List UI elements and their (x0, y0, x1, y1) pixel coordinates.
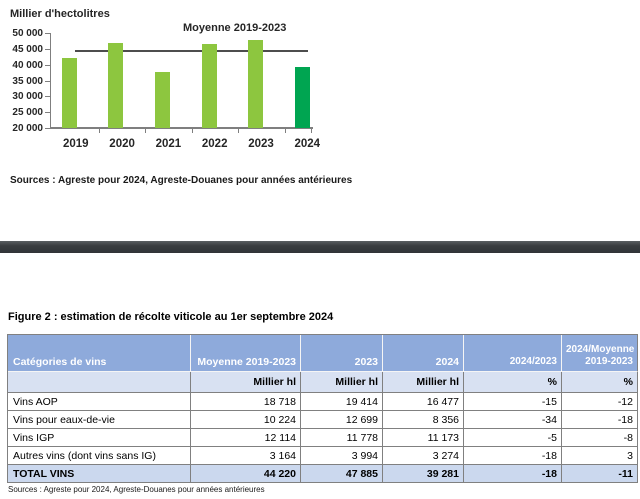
x-axis-label-2021: 2021 (155, 138, 182, 150)
x-axis-label-2023: 2023 (248, 138, 274, 150)
y-axis-tick (45, 49, 50, 50)
unit-cell: % (562, 372, 638, 393)
section-divider (0, 241, 640, 253)
total-value: -18 (464, 465, 562, 483)
cell-value: -34 (464, 411, 562, 429)
row-label: Vins pour eaux-de-vie (8, 411, 191, 429)
cell-value: 3 994 (301, 447, 383, 465)
row-label: Vins IGP (8, 429, 191, 447)
y-axis-tick (45, 81, 50, 82)
table-row-total (8, 465, 638, 483)
y-axis-title: Millier d'hectolitres (10, 8, 110, 20)
y-axis-tick-label: 25 000 (12, 107, 43, 119)
total-value: -11 (562, 465, 638, 483)
cell-value: -18 (464, 447, 562, 465)
cell-value: -12 (562, 393, 638, 411)
cell-value: 10 224 (191, 411, 301, 429)
x-axis-tick (99, 129, 100, 133)
cell-value: 3 274 (383, 447, 464, 465)
column-header-categories: Catégories de vins (8, 335, 191, 372)
table-header-row (8, 335, 638, 372)
table-row-autres-vins (8, 447, 638, 465)
bar-2022 (202, 44, 217, 128)
y-axis-tick (45, 112, 50, 113)
x-axis-tick (192, 129, 193, 133)
row-label: Vins AOP (8, 393, 191, 411)
y-axis-tick-label: 40 000 (12, 59, 43, 71)
bar-2023 (248, 40, 263, 128)
cell-value: 19 414 (301, 393, 383, 411)
x-axis-tick (311, 129, 312, 133)
y-axis-tick (45, 128, 50, 129)
unit-cell (8, 372, 191, 393)
x-axis-tick (145, 129, 146, 133)
cell-value: 11 778 (301, 429, 383, 447)
x-axis-tick (285, 129, 286, 133)
cell-value: -15 (464, 393, 562, 411)
y-axis-tick-label: 35 000 (12, 75, 43, 87)
column-header-2024-moyenne: 2024/Moyenne 2019-2023 (562, 335, 638, 372)
cell-value: 12 114 (191, 429, 301, 447)
cell-value: 3 (562, 447, 638, 465)
y-axis-tick-label: 50 000 (12, 28, 43, 39)
x-axis-tick (238, 129, 239, 133)
cell-value: 8 356 (383, 411, 464, 429)
table-sources-note: Sources : Agreste pour 2024, Agreste-Douanes pour années antérieures (8, 485, 265, 494)
row-label: Autres vins (dont vins sans IG) (8, 447, 191, 465)
total-value: 39 281 (383, 465, 464, 483)
bar-2021 (155, 72, 170, 128)
y-axis-tick-label: 30 000 (12, 91, 43, 103)
table-units-row (8, 372, 638, 393)
chart-sources-note: Sources : Agreste pour 2024, Agreste-Douanes pour années antérieures (10, 175, 353, 186)
y-axis-tick (45, 96, 50, 97)
table-row-vins-eaux-de-vie (8, 411, 638, 429)
unit-cell: Millier hl (301, 372, 383, 393)
cell-value: -8 (562, 429, 638, 447)
y-axis-tick-label: 20 000 (12, 123, 43, 134)
cell-value: -5 (464, 429, 562, 447)
unit-cell: Millier hl (191, 372, 301, 393)
column-header-2023: 2023 (301, 335, 383, 372)
y-axis-tick-label: 45 000 (12, 43, 43, 55)
y-axis-tick (45, 33, 50, 34)
average-line-label: Moyenne 2019-2023 (183, 22, 287, 34)
x-axis-label-2019: 2019 (63, 138, 89, 150)
bar-2024 (295, 67, 310, 128)
cell-value: 12 699 (301, 411, 383, 429)
total-label: TOTAL VINS (8, 465, 191, 483)
column-header-moyenne: Moyenne 2019-2023 (191, 335, 301, 372)
bar-chart (0, 0, 340, 160)
column-header-2024-2023: 2024/2023 (464, 335, 562, 372)
unit-cell: Millier hl (383, 372, 464, 393)
total-value: 44 220 (191, 465, 301, 483)
figure2-caption: Figure 2 : estimation de récolte viticole au 1er septembre 2024 (8, 311, 334, 323)
x-axis-line (50, 127, 313, 129)
unit-cell: % (464, 372, 562, 393)
total-value: 47 885 (301, 465, 383, 483)
y-axis-line (50, 33, 51, 128)
table-row-vins-aop (8, 393, 638, 411)
cell-value: 11 173 (383, 429, 464, 447)
bar-2019 (62, 58, 77, 128)
cell-value: 16 477 (383, 393, 464, 411)
bar-2020 (108, 43, 123, 128)
cell-value: -18 (562, 411, 638, 429)
harvest-estimate-table (7, 334, 638, 483)
x-axis-label-2024: 2024 (294, 138, 321, 150)
y-axis-tick (45, 65, 50, 66)
x-axis-label-2020: 2020 (109, 138, 135, 150)
x-axis-label-2022: 2022 (201, 138, 228, 150)
cell-value: 3 164 (191, 447, 301, 465)
cell-value: 18 718 (191, 393, 301, 411)
column-header-2024: 2024 (383, 335, 464, 372)
table-row-vins-igp (8, 429, 638, 447)
